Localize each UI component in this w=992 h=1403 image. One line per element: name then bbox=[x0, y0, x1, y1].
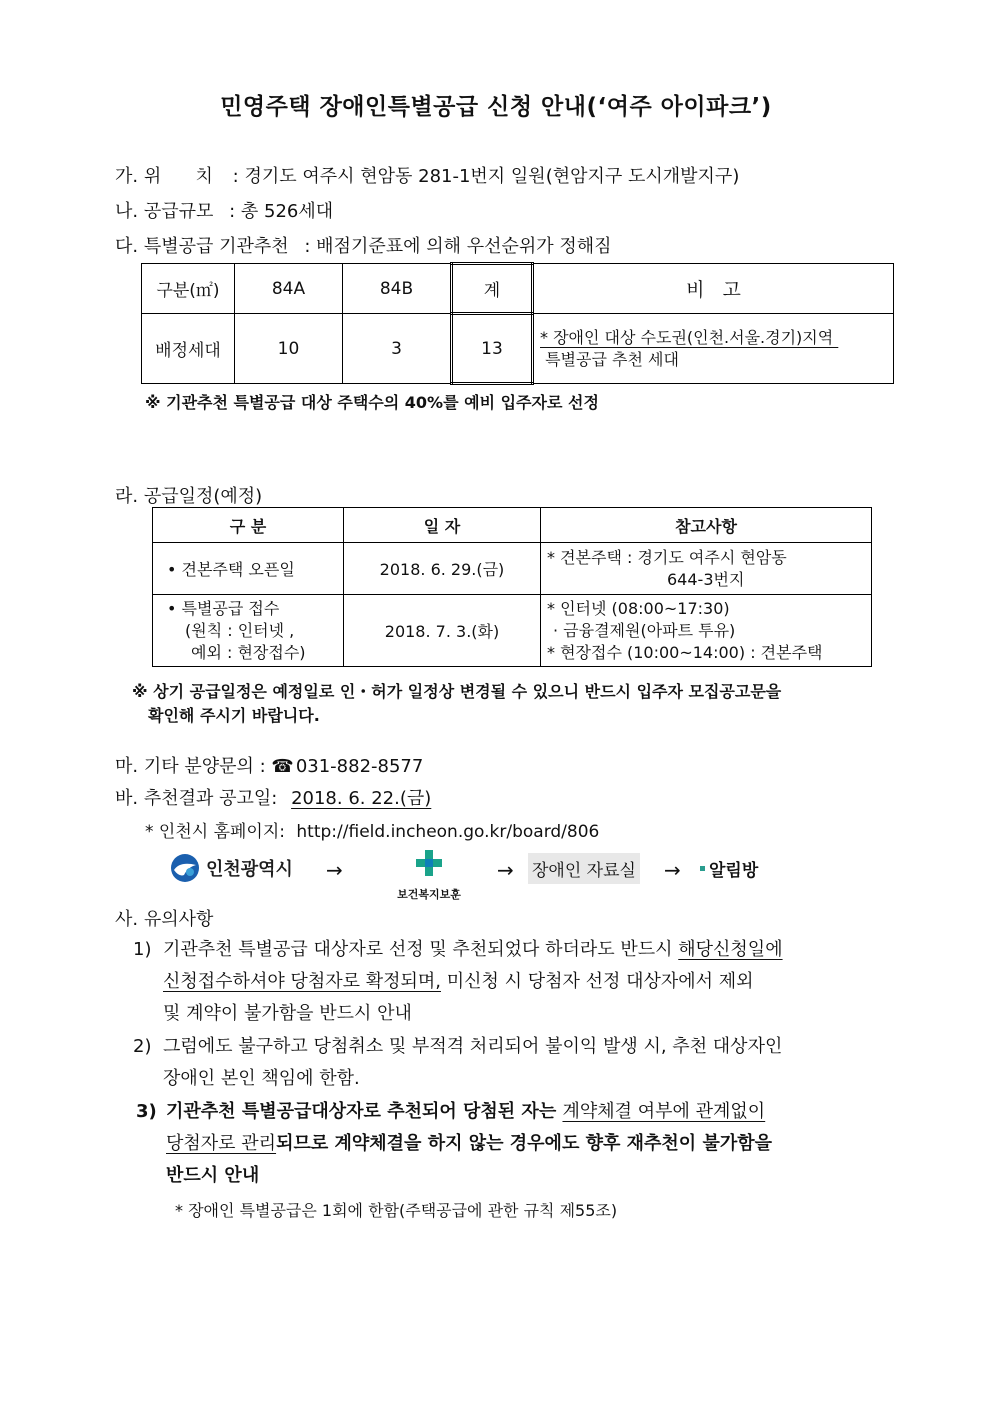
item-number: 3) bbox=[136, 1101, 157, 1122]
table-row bbox=[153, 543, 872, 595]
incheon-emblem-icon bbox=[170, 853, 200, 883]
item-text: 기관추천 특별공급대상자로 추천되어 당첨된 자는 bbox=[166, 1101, 563, 1122]
schedule-cell-notes bbox=[541, 595, 872, 667]
header-84a: 84A bbox=[235, 264, 343, 314]
schedule-text: 644-3번지 bbox=[667, 569, 745, 589]
note-schedule-line-1: ※ 상기 공급일정은 예정일로 인・허가 일정상 변경될 수 있으니 반드시 입주자 모집공고문을 bbox=[132, 682, 782, 701]
nav-section[interactable]: 장애인 자료실 bbox=[528, 853, 640, 884]
inquiry-phone: 031-882-8577 bbox=[295, 756, 424, 777]
precaution-item-2 bbox=[133, 1031, 895, 1095]
section-precautions-label: 사. 유의사항 bbox=[115, 909, 214, 930]
section-supply-label: 나. 공급규모 bbox=[115, 201, 214, 222]
item-text: 기관추천 특별공급 대상자로 선정 및 추천되었다 하더라도 반드시 bbox=[163, 939, 679, 960]
section-special-text: : 배점기준표에 의해 우선순위가 정해짐 bbox=[304, 236, 612, 257]
note-reserve: ※ 기관추천 특별공급 대상 주택수의 40%를 예비 입주자로 선정 bbox=[145, 393, 599, 412]
item-text: 반드시 안내 bbox=[166, 1165, 260, 1186]
inquiry-label: 마. 기타 분양문의 : bbox=[115, 756, 266, 777]
arrow-icon: → bbox=[326, 858, 343, 882]
bullet-icon bbox=[700, 866, 705, 871]
welfare-logo[interactable] bbox=[390, 848, 468, 902]
homepage-url[interactable]: http://field.incheon.go.kr/board/806 bbox=[296, 822, 600, 842]
section-location-text: : 경기도 여주시 현암동 281-1번지 일원(현암지구 도시개발지구) bbox=[232, 166, 740, 187]
arrow-icon: → bbox=[497, 858, 514, 882]
section-supply-text: : 총 526세대 bbox=[229, 201, 334, 222]
item-text: 및 계약이 불가함을 반드시 안내 bbox=[163, 1003, 412, 1024]
section-special-label: 다. 특별공급 기관추천 bbox=[115, 236, 289, 257]
announcement-label: 바. 추천결과 공고일: bbox=[115, 788, 278, 809]
header-84b: 84B bbox=[343, 264, 452, 314]
nav-board: 알림방 bbox=[709, 861, 759, 881]
schedule-text: * 인터넷 (08:00~17:30) bbox=[547, 598, 730, 618]
cell-total: 13 bbox=[452, 314, 533, 384]
schedule-text: • 특별공급 접수 bbox=[167, 598, 280, 618]
schedule-text: • 견본주택 오픈일 bbox=[167, 560, 295, 579]
remarks-line-2: 특별공급 추천 세대 bbox=[540, 349, 679, 369]
schedule-header-notes: 참고사항 bbox=[541, 508, 872, 543]
schedule-cell-date: 2018. 6. 29.(금) bbox=[344, 543, 541, 595]
schedule-header-date: 일 자 bbox=[344, 508, 541, 543]
nav-site[interactable]: 인천광역시 bbox=[206, 859, 293, 880]
schedule-text: · 금융결제원(아파트 투유) bbox=[553, 620, 736, 640]
arrow-icon: → bbox=[664, 858, 681, 882]
precaution-footnote: * 장애인 특별공급은 1회에 한함(주택공급에 관한 규칙 제55조) bbox=[175, 1201, 618, 1220]
nav-board-item[interactable] bbox=[700, 856, 758, 881]
section-location bbox=[115, 162, 739, 188]
item-text: 그럼에도 불구하고 당첨취소 및 부적격 처리되어 불이익 발생 시, 추천 대상자인 bbox=[163, 1036, 783, 1057]
precaution-item-3 bbox=[136, 1096, 898, 1192]
item-underlined: 신청접수하셔야 당첨자로 확정되며, bbox=[163, 971, 441, 992]
item-text: 미신청 시 당첨자 선정 대상자에서 제외 bbox=[440, 971, 754, 992]
medical-cross-icon bbox=[414, 848, 444, 878]
section-special-supply bbox=[115, 232, 612, 258]
allocation-table bbox=[141, 262, 894, 385]
schedule-header-category: 구 분 bbox=[153, 508, 344, 543]
schedule-cell-date: 2018. 7. 3.(화) bbox=[344, 595, 541, 667]
section-location-label: 가. 위 치 bbox=[115, 166, 213, 187]
cell-84b: 3 bbox=[343, 314, 452, 384]
schedule-text: (원칙 : 인터넷 , bbox=[185, 620, 295, 640]
schedule-text: * 견본주택 : 경기도 여주시 현암동 bbox=[547, 547, 787, 567]
header-remarks: 비 고 bbox=[533, 264, 894, 314]
note-schedule bbox=[132, 680, 781, 728]
header-total: 계 bbox=[452, 264, 533, 314]
row-label: 배정세대 bbox=[142, 314, 235, 384]
item-number: 1) bbox=[133, 939, 152, 960]
schedule-cell-category bbox=[153, 595, 344, 667]
section-schedule-label: 라. 공급일정(예정) bbox=[115, 486, 263, 507]
table-row bbox=[153, 595, 872, 667]
homepage-line bbox=[145, 817, 599, 842]
section-supply-scale bbox=[115, 197, 333, 223]
schedule-cell-notes bbox=[541, 543, 872, 595]
schedule-text: * 현장접수 (10:00~14:00) : 견본주택 bbox=[547, 642, 823, 662]
precaution-item-1 bbox=[133, 934, 895, 1030]
item-underlined: 당첨자로 관리 bbox=[166, 1133, 277, 1154]
item-text: 장애인 본인 책임에 한함. bbox=[163, 1068, 360, 1089]
nav-dept: 보건복지보훈 bbox=[397, 888, 461, 901]
header-category: 구분(㎡) bbox=[142, 264, 235, 314]
cell-remarks bbox=[533, 314, 894, 384]
schedule-cell-category bbox=[153, 543, 344, 595]
item-number: 2) bbox=[133, 1036, 152, 1057]
announcement-date: 2018. 6. 22.(금) bbox=[291, 788, 432, 809]
item-underlined: 계약체결 여부에 관계없이 bbox=[562, 1101, 766, 1122]
schedule-text: 예외 : 현장접수) bbox=[191, 642, 306, 662]
item-text: 되므로 계약체결을 하지 않는 경우에도 향후 재추천이 불가함을 bbox=[276, 1133, 773, 1154]
note-schedule-line-2: 확인해 주시기 바랍니다. bbox=[148, 706, 320, 725]
remarks-line-1: * 장애인 대상 수도권(인천.서울.경기)지역 bbox=[540, 327, 839, 347]
phone-icon: ☎ bbox=[271, 756, 294, 777]
item-underlined: 해당신청일에 bbox=[678, 939, 783, 960]
section-inquiry bbox=[115, 752, 423, 778]
homepage-prefix: * 인천시 홈페이지: bbox=[145, 822, 285, 842]
cell-84a: 10 bbox=[235, 314, 343, 384]
incheon-logo bbox=[170, 848, 293, 888]
schedule-table bbox=[152, 507, 872, 667]
page-title: 민영주택 장애인특별공급 신청 안내(‘여주 아이파크’) bbox=[220, 94, 772, 120]
section-announcement bbox=[115, 784, 431, 810]
